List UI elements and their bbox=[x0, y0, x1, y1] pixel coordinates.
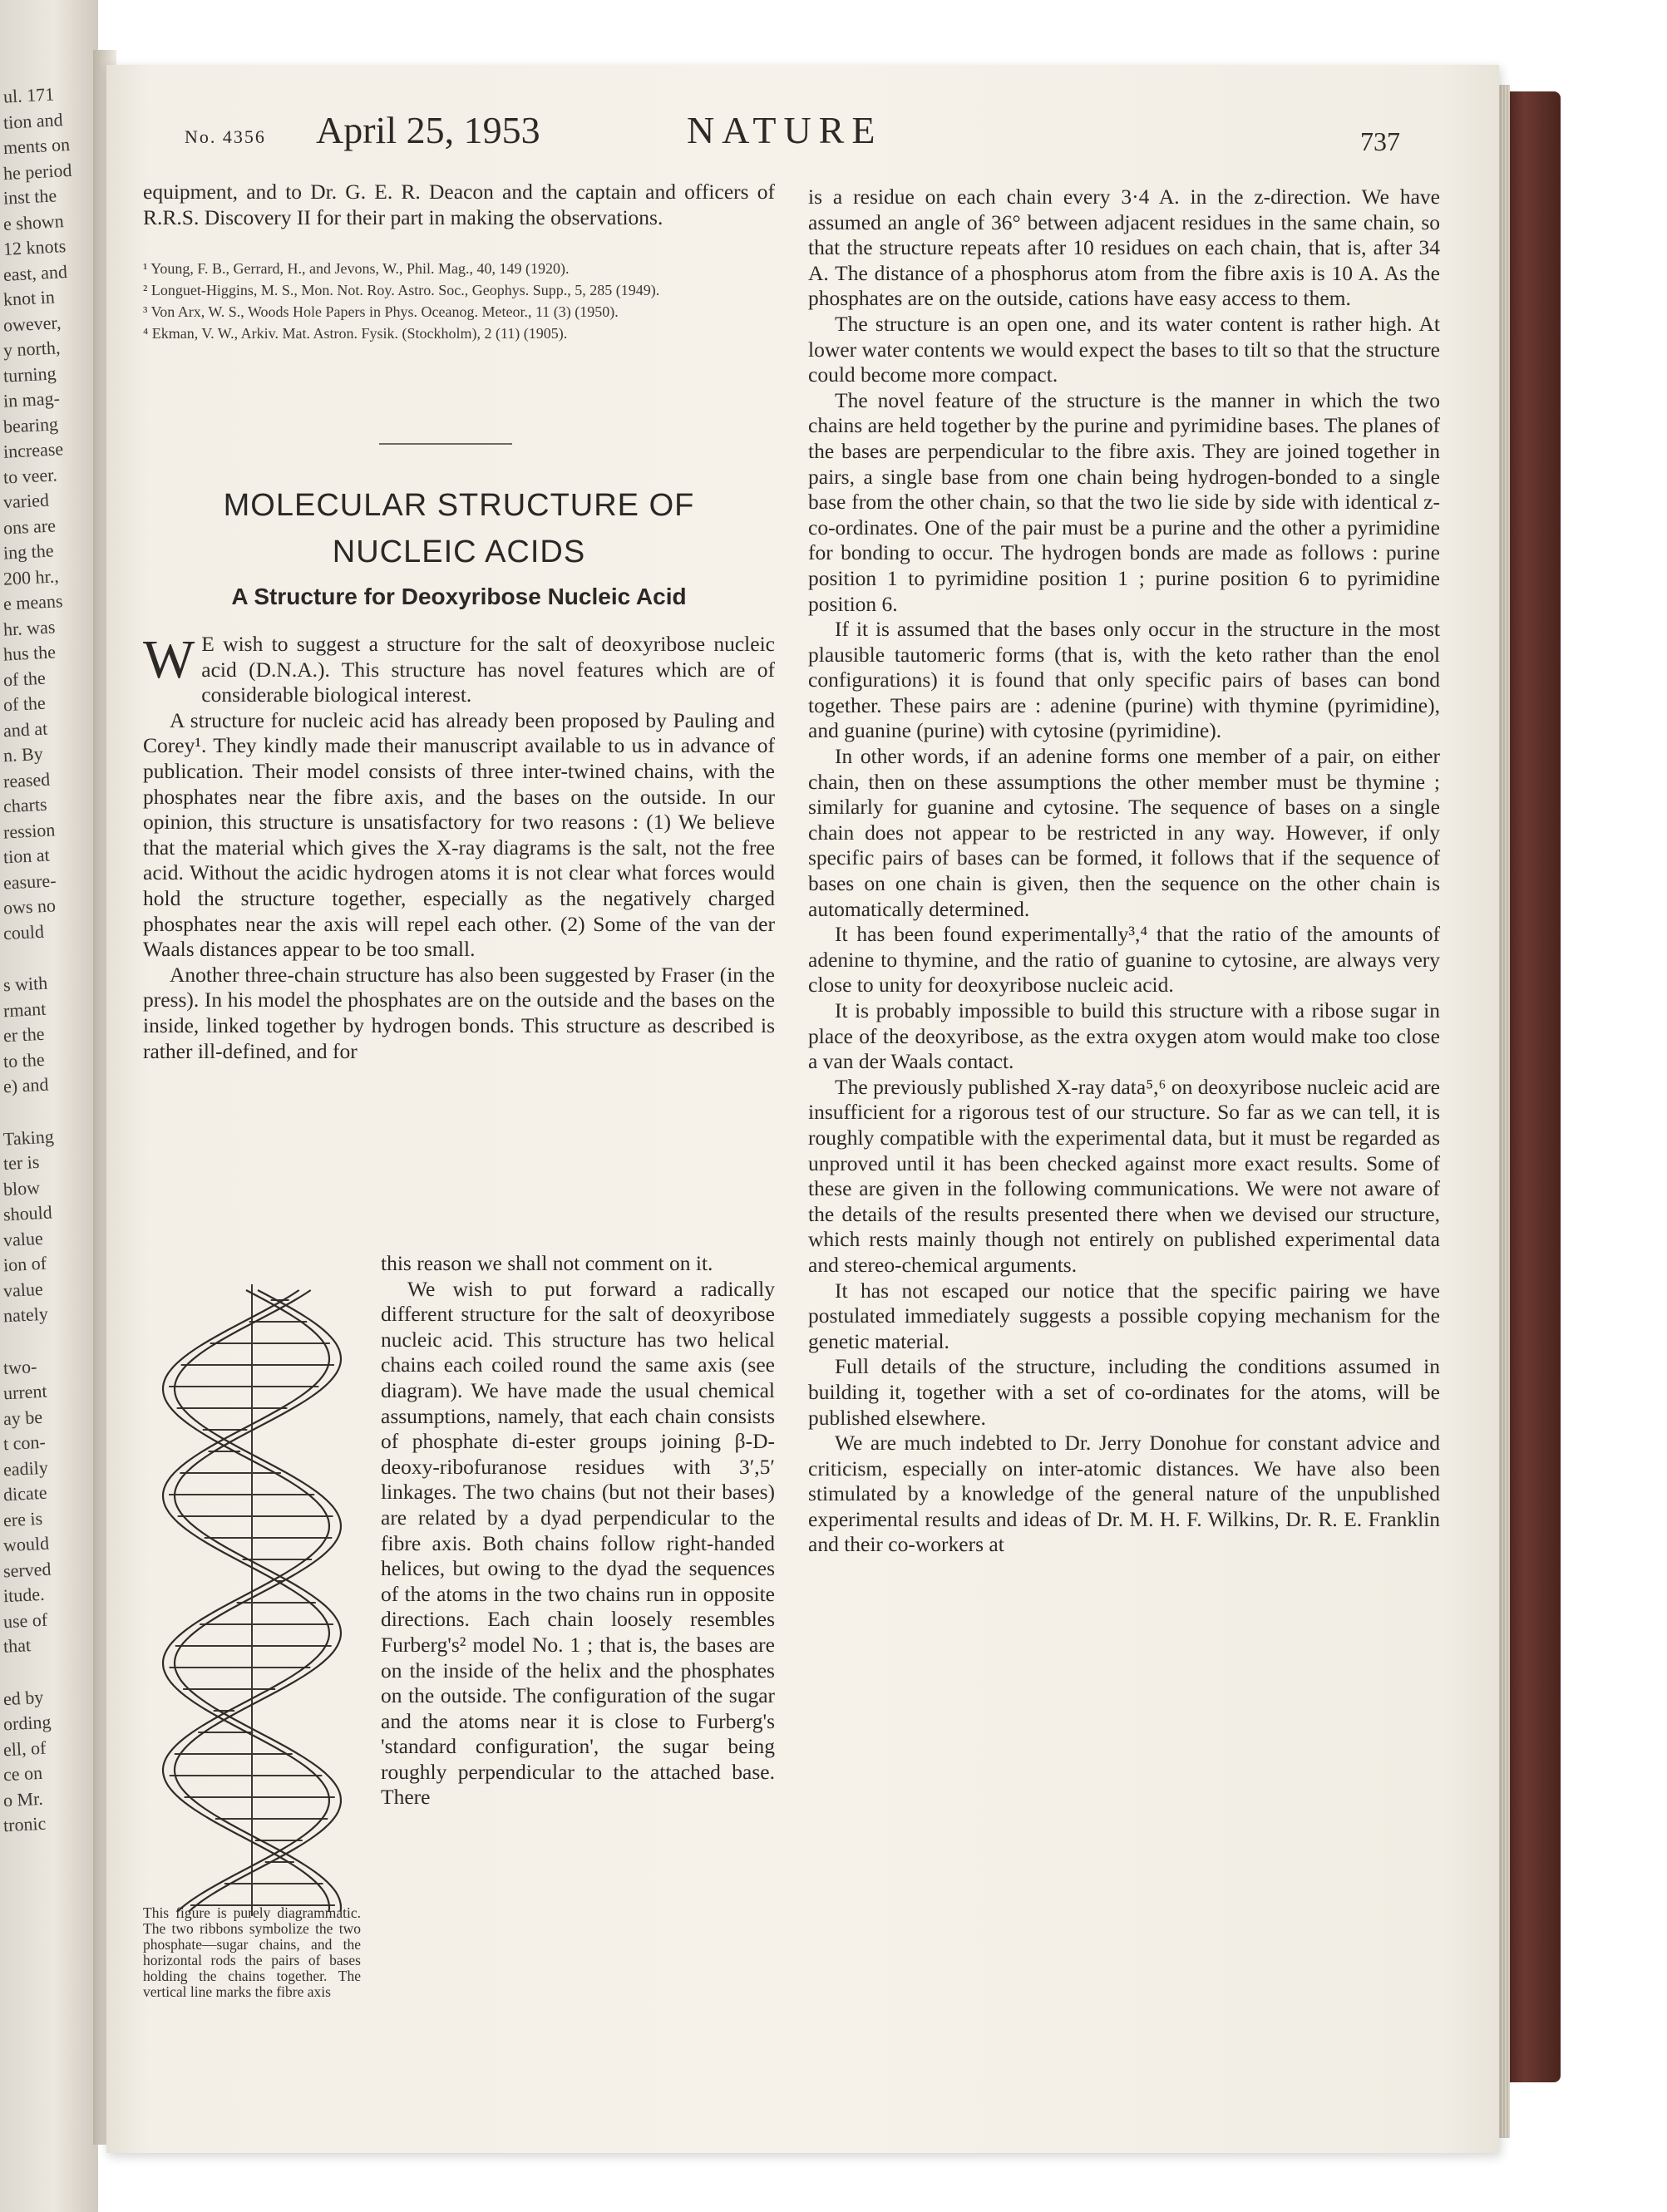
column-1-body bbox=[143, 629, 775, 1064]
margin-fragment: easure- bbox=[2, 869, 57, 894]
paragraph: It is probably impossible to build this structure with a ribose sugar in place of the deoxyribose, as the extra oxygen atom would make too close a van der Waals contact. bbox=[808, 998, 1440, 1074]
journal-name: NATURE bbox=[687, 109, 883, 151]
margin-fragment: tion at bbox=[2, 844, 51, 868]
margin-fragment: 200 hr., bbox=[2, 564, 60, 589]
drop-cap: W bbox=[143, 629, 195, 690]
article-title bbox=[143, 482, 775, 575]
margin-fragment: eadily bbox=[2, 1456, 49, 1480]
margin-fragment: ion of bbox=[2, 1252, 47, 1276]
margin-fragment: ay be bbox=[2, 1406, 43, 1429]
margin-fragment: rmant bbox=[2, 998, 47, 1021]
margin-fragment: of the bbox=[2, 692, 47, 716]
margin-fragment: y north, bbox=[2, 337, 62, 361]
margin-fragment: itude. bbox=[2, 1583, 46, 1607]
margin-fragment: ul. 171 bbox=[2, 83, 55, 107]
margin-fragment: two- bbox=[2, 1355, 37, 1378]
margin-fragment: tion and bbox=[2, 108, 64, 133]
margin-fragment: urrent bbox=[2, 1380, 48, 1404]
article-subtitle: A Structure for Deoxyribose Nucleic Acid bbox=[231, 584, 687, 609]
margin-fragment: t con- bbox=[2, 1431, 47, 1455]
margin-fragment: to veer. bbox=[2, 463, 58, 488]
margin-fragment: value bbox=[2, 1278, 44, 1301]
page-number: 737 bbox=[1360, 126, 1400, 156]
margin-fragment: should bbox=[2, 1201, 53, 1225]
margin-fragment: turning bbox=[2, 362, 57, 387]
margin-fragment: knot in bbox=[2, 286, 56, 310]
section-divider bbox=[379, 443, 512, 445]
margin-fragment: ows no bbox=[2, 894, 57, 919]
article-title-line: NUCLEIC ACIDS bbox=[332, 535, 586, 569]
column-1-wrapped-text bbox=[381, 1251, 775, 1810]
margin-fragment: inst the bbox=[2, 185, 57, 209]
margin-fragment: 12 knots bbox=[2, 235, 67, 259]
paragraph: We are much indebted to Dr. Jerry Donohue for constant advice and criticism, especially on inter-atomic distances. We have also been stimulated by a knowledge of the general nature of the unpublished experimental results and ideas of Dr. M. H. F. Wilkins, Dr. R. E. Franklin and their co-workers at bbox=[808, 1431, 1440, 1557]
margin-fragment: could bbox=[2, 920, 45, 943]
margin-fragment: e) and bbox=[2, 1073, 49, 1097]
margin-fragment: er the bbox=[2, 1022, 46, 1047]
margin-fragment: of the bbox=[2, 667, 47, 690]
margin-fragment: ons are bbox=[2, 514, 57, 539]
paragraph: The novel feature of the structure is the manner in which the two chains are held together by the purine and pyrimidine bases. The planes of the bases are perpendicular to the fibre axis. They are joined together in pairs, a single base from one chain being hydrogen-bonded to a single base from the other chain, so that the two lie side by side with identical z-co-ordinates. One of the pair must be a purine and the other a pyrimidine for bonding to occur. The hydrogen bonds are made as follows : purine position 1 to pyrimidine position 1 ; purine position 6 to pyrimidine position 6. bbox=[808, 387, 1440, 616]
margin-fragment: charts bbox=[2, 793, 48, 817]
margin-fragment: ording bbox=[2, 1711, 52, 1735]
margin-fragment: ed by bbox=[2, 1686, 44, 1709]
margin-fragment: n. By bbox=[2, 742, 44, 766]
margin-fragment: that bbox=[2, 1634, 32, 1657]
reference-item: ⁴ Ekman, V. W., Arkiv. Mat. Astron. Fysik. (Stockholm), 2 (11) (1905). bbox=[143, 325, 568, 342]
issue-date: April 25, 1953 bbox=[316, 109, 540, 151]
reference-item: ² Longuet-Higgins, M. S., Mon. Not. Roy. Astro. Soc., Geophys. Supp., 5, 285 (1949). bbox=[143, 282, 660, 298]
facing-page-edge bbox=[0, 0, 98, 2212]
margin-fragment: ter is bbox=[2, 1150, 40, 1175]
paragraph: this reason we shall not comment on it. bbox=[381, 1251, 713, 1275]
double-helix-diagram bbox=[143, 1280, 361, 1920]
margin-fragment: tronic bbox=[2, 1812, 47, 1836]
margin-fragment: nately bbox=[2, 1303, 49, 1327]
paragraph: If it is assumed that the bases only occur in the structure in the most plausible tautomeric forms (that is, with the keto rather than the enol configurations) it is found that only specific pairs of bases can bond together. These pairs are : adenine (purine) with thymine (pyrimidine), and guanine (purine) with cytosine (pyrimidine). bbox=[808, 617, 1440, 743]
paragraph: We wish to put forward a radically different structure for the salt of deoxyribose nucleic acid. This structure has two helical chains each coiled round the same axis (see diagram). We have made the usual chemical assumptions, namely, that each chain consists of phosphate di-ester groups joining β-D-deoxy-ribofuranose residues with 3′,5′ linkages. The two chains (but not their bases) are related by a dyad perpendicular to the fibre axis. Both chains follow right-handed helices, but owing to the dyad the sequences of the atoms in the two chains run in opposite directions. Each chain loosely resembles Furberg's² model No. 1 ; that is, the bases are on the inside of the helix and the phosphates on the outside. The configuration of the sugar and the atoms near it is close to Furberg's 'standard configuration', the sugar being roughly perpendicular to the attached base. There bbox=[381, 1276, 775, 1810]
acknowledgement-text: equipment, and to Dr. G. E. R. Deacon and the captain and officers of R.R.S. Discovery II for their part in making the observations. bbox=[143, 180, 775, 229]
paragraph: In other words, if an adenine forms one member of a pair, on either chain, then on these assumptions the other member must be thymine ; similarly for guanine and cytosine. The sequence of bases on a single chain does not appear to be restricted in any way. However, if only specific pairs of bases can be formed, it follows that if the sequence of bases on one chain is given, then the sequence on the other chain is automatically determined. bbox=[808, 744, 1440, 921]
margin-fragment: bearing bbox=[2, 412, 59, 437]
margin-fragment: s with bbox=[2, 972, 48, 996]
margin-fragment: reased bbox=[2, 768, 51, 791]
column-1-top bbox=[143, 180, 775, 230]
margin-fragment: owever, bbox=[2, 311, 62, 336]
column-2-body bbox=[808, 185, 1440, 1558]
margin-fragment: blow bbox=[2, 1176, 41, 1200]
reference-list bbox=[143, 259, 775, 346]
margin-fragment: served bbox=[2, 1558, 52, 1581]
margin-fragment: Taking bbox=[2, 1125, 55, 1150]
paragraph: The previously published X-ray data⁵,⁶ on deoxyribose nucleic acid are insufficient for a rigorous test of our structure. So far as we can tell, it is roughly compatible with the experimental data, but it must be regarded as unproved until it has been checked against more exact results. Some of these are given in the following communications. We were not aware of the details of the results presented there when we devised our structure, which rests mainly though not entirely on published experimental data and stereo-chemical arguments. bbox=[808, 1074, 1440, 1277]
paragraph: It has been found experimentally³,⁴ that the ratio of the amounts of adenine to thymine, and the ratio of guanine to cytosine, are always very close to unity for deoxyribose nucleic acid. bbox=[808, 922, 1440, 998]
margin-fragment: ression bbox=[2, 818, 56, 843]
margin-fragment: ing the bbox=[2, 539, 55, 564]
margin-fragment: and at bbox=[2, 717, 48, 741]
margin-fragment: o Mr. bbox=[2, 1787, 44, 1810]
paragraph: The structure is an open one, and its water content is rather high. At lower water contents we would expect the bases to tilt so that the structure could become more compact. bbox=[808, 311, 1440, 387]
margin-fragment: in mag- bbox=[2, 387, 61, 411]
paragraph: is a residue on each chain every 3·4 A. in the z-direction. We have assumed an angle of 36° between adjacent residues in the same chain, so that the structure repeats after 10 residues on each chain, that is, after 34 A. The distance of a phosphorus atom from the fibre axis is 10 A. As the phosphates are on the outside, cations have easy access to them. bbox=[808, 185, 1440, 311]
margin-fragment: he period bbox=[2, 159, 73, 184]
article-title-line: MOLECULAR STRUCTURE OF bbox=[223, 488, 695, 523]
margin-fragment: increase bbox=[2, 438, 64, 462]
margin-fragment: ments on bbox=[2, 133, 71, 159]
margin-fragment: would bbox=[2, 1532, 50, 1556]
margin-fragment: ce on bbox=[2, 1761, 43, 1786]
margin-fragment: e shown bbox=[2, 209, 65, 234]
paragraph: A structure for nucleic acid has already been proposed by Pauling and Corey¹. They kindly made their manuscript available to us in advance of publication. Their model consists of three inter-twined chains, with the phosphates near the fibre axis, and the bases on the outside. In our opinion, this structure is unsatisfactory for two reasons : (1) We believe that the material which gives the X-ray diagrams is the salt, not the free acid. Without the acidic hydrogen atoms it is not clear what forces would hold the structure together, especially as the negatively charged phosphates near the axis will repel each other. (2) Some of the van der Waals distances appear to be too small. bbox=[143, 707, 775, 962]
margin-fragment: use of bbox=[2, 1609, 48, 1632]
figure-caption: This figure is purely diagrammatic. The two ribbons symbolize the two phosphate—sugar chains, and the horizontal rods the pairs of bases holding the chains together. The vertical line marks the fibre axis bbox=[143, 1904, 361, 2000]
reference-item: ¹ Young, F. B., Gerrard, H., and Jevons, W., Phil. Mag., 40, 149 (1920). bbox=[143, 260, 570, 277]
paragraph bbox=[143, 629, 775, 708]
margin-fragment: dicate bbox=[2, 1481, 48, 1505]
margin-fragment: hus the bbox=[2, 641, 57, 665]
paragraph: Another three-chain structure has also been suggested by Fraser (in the press). In his model the phosphates are on the outside and the bases on the inside, linked together by hydrogen bonds. This structure as described is rather ill-defined, and for bbox=[143, 962, 775, 1063]
margin-fragment: varied bbox=[2, 489, 50, 513]
margin-fragment: ell, of bbox=[2, 1737, 47, 1760]
margin-fragment: hr. was bbox=[2, 615, 56, 640]
margin-fragment: east, and bbox=[2, 260, 68, 285]
paragraph-text: E wish to suggest a structure for the salt of deoxyribose nucleic acid (D.N.A.). This structure has novel features which are of considerable biological interest. bbox=[201, 632, 775, 707]
margin-fragment: to the bbox=[2, 1048, 46, 1072]
issue-number: No. 4356 bbox=[185, 126, 266, 147]
reference-item: ³ Von Arx, W. S., Woods Hole Papers in Phys. Oceanog. Meteor., 11 (3) (1950). bbox=[143, 303, 619, 320]
margin-fragment: ere is bbox=[2, 1507, 43, 1530]
paragraph: It has not escaped our notice that the specific pairing we have postulated immediately suggests a possible copying mechanism for the genetic material. bbox=[808, 1278, 1440, 1353]
margin-fragment: value bbox=[2, 1227, 44, 1250]
paragraph: Full details of the structure, including the conditions assumed in building it, together with a set of co-ordinates for the atoms, will be published elsewhere. bbox=[808, 1354, 1440, 1430]
margin-fragment: e means bbox=[2, 590, 64, 614]
